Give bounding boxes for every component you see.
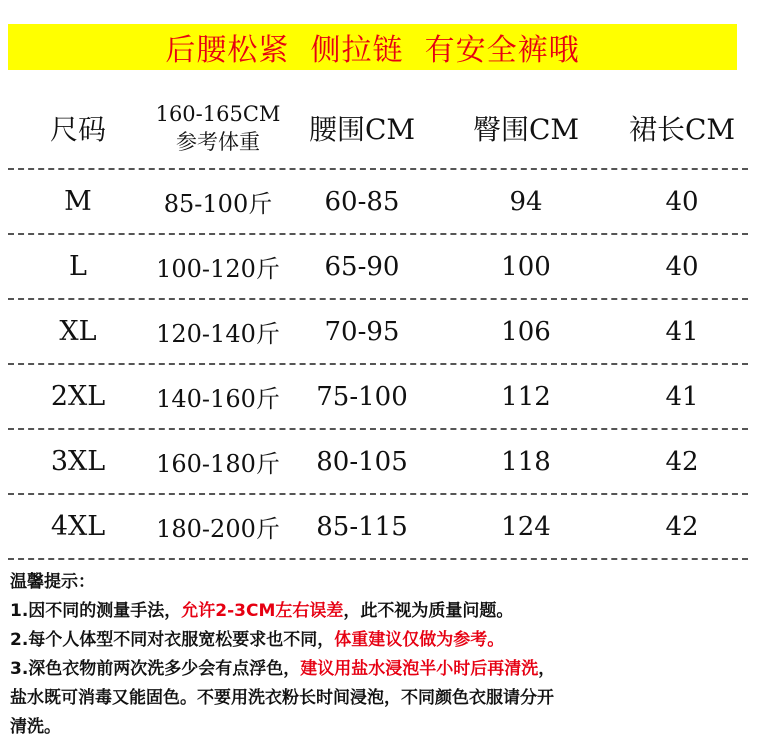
header-size: 尺码 <box>49 113 106 146</box>
tip-1 <box>10 597 750 626</box>
cell-hip: 118 <box>501 446 551 477</box>
tip-1-highlight: 允许2-3CM左右误差 <box>181 601 344 621</box>
cell-hip: 112 <box>501 381 551 412</box>
header-hip: 臀围CM <box>472 113 580 146</box>
cell-length: 40 <box>665 251 699 282</box>
tips-title: 温馨提示： <box>10 572 95 592</box>
cell-length: 41 <box>665 381 699 412</box>
cell-weight: 100-120斤 <box>156 255 280 283</box>
tip-1-text-end: ，此不视为质量问题。 <box>343 601 514 621</box>
cell-hip: 100 <box>501 251 551 282</box>
tip-3-text-end: ， <box>538 659 556 679</box>
cell-waist: 85-115 <box>316 511 408 542</box>
cell-size: L <box>69 251 87 282</box>
table-row <box>8 365 748 430</box>
cell-hip: 94 <box>509 186 543 217</box>
tip-2-highlight: 体重建议仅做为参考。 <box>334 630 505 650</box>
cell-weight: 85-100斤 <box>163 190 273 218</box>
cell-length: 40 <box>665 186 699 217</box>
tip-2 <box>10 626 750 655</box>
cell-weight: 120-140斤 <box>156 320 280 348</box>
tip-3-text: 3.深色衣物前两次洗多少会有点浮色， <box>10 659 301 679</box>
tips-section <box>10 568 750 742</box>
cell-length: 41 <box>665 316 699 347</box>
cell-size: M <box>64 186 92 217</box>
tip-3 <box>10 655 750 684</box>
headline-banner <box>8 24 737 70</box>
table-row <box>8 170 748 235</box>
cell-hip: 106 <box>501 316 551 347</box>
tip-3-continued: 盐水既可消毒又能固色。不要用洗衣粉长时间浸泡，不同颜色衣服请分开 <box>10 688 554 708</box>
cell-size: 3XL <box>50 446 106 477</box>
cell-length: 42 <box>665 511 699 542</box>
cell-waist: 60-85 <box>324 186 400 217</box>
table-row <box>8 495 748 560</box>
cell-size: 4XL <box>50 511 106 542</box>
cell-hip: 124 <box>501 511 551 542</box>
size-table <box>8 88 748 560</box>
table-row <box>8 235 748 300</box>
tip-3-highlight: 建议用盐水浸泡半小时后再清洗 <box>300 659 539 679</box>
header-waist: 腰围CM <box>308 113 416 146</box>
header-weight-height: 160-165CM <box>155 102 281 126</box>
table-row <box>8 430 748 495</box>
header-length: 裙长CM <box>628 113 736 146</box>
header-weight <box>148 100 288 156</box>
header-weight-label: 参考体重 <box>176 130 260 154</box>
cell-waist: 80-105 <box>316 446 408 477</box>
table-row <box>8 300 748 365</box>
cell-waist: 75-100 <box>316 381 408 412</box>
cell-size: XL <box>59 316 97 347</box>
cell-waist: 65-90 <box>324 251 400 282</box>
cell-length: 42 <box>665 446 699 477</box>
cell-waist: 70-95 <box>324 316 400 347</box>
table-header-row <box>8 88 748 170</box>
cell-weight: 160-180斤 <box>156 450 280 478</box>
tip-3-continued-end: 清洗。 <box>10 717 61 737</box>
cell-weight: 180-200斤 <box>156 515 280 543</box>
tip-2-text: 2.每个人体型不同对衣服宽松要求也不同， <box>10 630 335 650</box>
cell-size: 2XL <box>50 381 106 412</box>
headline-text: 后腰松紧 侧拉链 有安全裤哦 <box>165 33 580 68</box>
cell-weight: 140-160斤 <box>156 385 280 413</box>
tip-1-text: 1.因不同的测量手法， <box>10 601 182 621</box>
